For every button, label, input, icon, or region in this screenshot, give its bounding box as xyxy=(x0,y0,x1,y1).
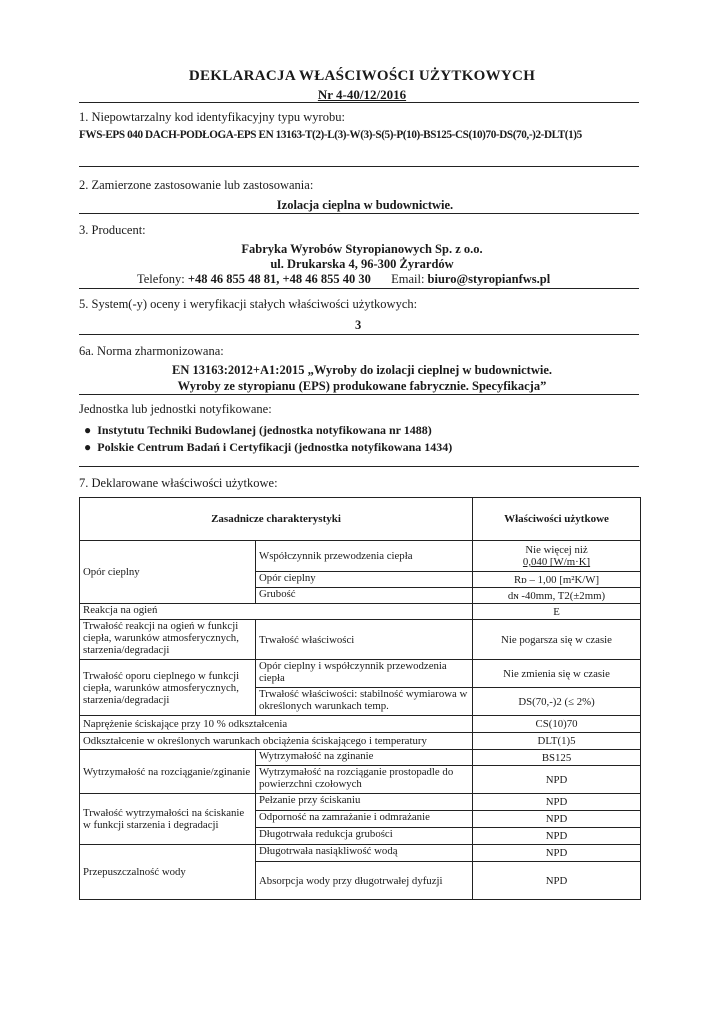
table-header-row xyxy=(80,498,641,541)
notified-body-item xyxy=(84,423,432,438)
divider xyxy=(79,166,639,167)
divider xyxy=(79,213,639,214)
performance-line: 0,040 [W/m·K] xyxy=(522,556,591,568)
divider xyxy=(79,102,639,103)
manufacturer-address: ul. Drukarska 4, 96-300 Żyrardów xyxy=(270,257,454,271)
performance-table xyxy=(79,497,641,900)
table-row xyxy=(80,750,641,766)
bullet-icon: ● xyxy=(84,440,92,454)
document-title: DEKLARACJA WŁAŚCIWOŚCI UŻYTKOWYCH xyxy=(188,68,536,84)
notified-body-name: Polskie Centrum Badań i Certyfikacji (jednostka notyfikowana 1434) xyxy=(97,440,453,454)
divider xyxy=(79,334,639,335)
document-number: Nr 4-40/12/2016 xyxy=(317,87,407,102)
characteristic-cell: Odkształcenie w określonych warunkach obciążenia ściskającego i temperatury xyxy=(80,733,473,750)
table-row xyxy=(80,604,641,620)
performance-cell: Nie pogarsza się w czasie xyxy=(473,620,641,660)
notified-bodies-label: Jednostka lub jednostki notyfikowane: xyxy=(79,402,272,416)
divider xyxy=(79,394,639,395)
characteristic-cell: Reakcja na ogień xyxy=(80,604,473,620)
group-compressive-durability: Trwałość wytrzymałości na ściskanie w funkcji starzenia i degradacji xyxy=(80,794,256,845)
group-permeability: Przepuszczalność wody xyxy=(80,845,256,900)
group-thermal-durability: Trwałość oporu cieplnego w funkcji ciepła, warunków atmosferycznych, starzenia/degradacji xyxy=(80,660,256,716)
group-tensile-strength: Wytrzymałość na rozciąganie/zginanie xyxy=(80,750,256,794)
harmonized-standard-line2: Wyroby ze styropianu (EPS) produkowane fabrycznie. Specyfikacja” xyxy=(177,379,547,393)
intended-use: Izolacja cieplna w budownictwie. xyxy=(276,198,454,212)
characteristic-cell: Wytrzymałość na zginanie xyxy=(256,750,473,766)
characteristic-cell: Opór cieplny i współczynnik przewodzenia ciepła xyxy=(256,660,473,688)
section-1-label: 1. Niepowtarzalny kod identyfikacyjny typu wyrobu: xyxy=(79,110,345,124)
characteristic-cell: Pełzanie przy ściskaniu xyxy=(256,794,473,811)
characteristic-cell: Odporność na zamrażanie i odmrażanie xyxy=(256,811,473,828)
performance-cell: dɴ -40mm, T2(±2mm) xyxy=(473,588,641,604)
phones: +48 46 855 48 81, +48 46 855 40 30 xyxy=(187,272,371,286)
characteristic-cell: Grubość xyxy=(256,588,473,604)
manufacturer-name: Fabryka Wyrobów Styropianowych Sp. z o.o. xyxy=(241,242,483,256)
table-row xyxy=(80,794,641,811)
divider xyxy=(79,288,639,289)
table-row xyxy=(80,620,641,660)
performance-cell: CS(10)70 xyxy=(473,716,641,733)
column-header-characteristics: Zasadnicze charakterystyki xyxy=(80,498,473,541)
performance-cell: Nie zmienia się w czasie xyxy=(473,660,641,688)
column-header-performance: Właściwości użytkowe xyxy=(473,498,641,541)
characteristic-cell: Trwałość właściwości xyxy=(256,620,473,660)
performance-cell: NPD xyxy=(473,794,641,811)
performance-cell: NPD xyxy=(473,828,641,845)
bullet-icon: ● xyxy=(84,423,92,437)
performance-cell: E xyxy=(473,604,641,620)
notified-body-item xyxy=(84,440,452,455)
characteristic-cell: Naprężenie ściskające przy 10 % odkształcenia xyxy=(80,716,473,733)
divider xyxy=(79,466,639,467)
performance-cell: NPD xyxy=(473,766,641,794)
group-thermal-resistance: Opór cieplny xyxy=(80,541,256,604)
section-2-label: 2. Zamierzone zastosowanie lub zastosowania: xyxy=(79,178,314,192)
performance-cell: NPD xyxy=(473,811,641,828)
characteristic-cell: Trwałość reakcji na ogień w funkcji ciepła, warunków atmosferycznych, starzenia/degradacji xyxy=(80,620,256,660)
characteristic-cell: Współczynnik przewodzenia ciepła xyxy=(256,541,473,572)
email-label: Email: xyxy=(391,272,428,286)
table-row xyxy=(80,716,641,733)
characteristic-cell: Absorpcja wody przy długotrwałej dyfuzji xyxy=(256,862,473,900)
section-6a-label: 6a. Norma zharmonizowana: xyxy=(79,344,224,358)
performance-cell xyxy=(473,541,641,572)
section-7-label: 7. Deklarowane właściwości użytkowe: xyxy=(79,476,278,490)
performance-cell: NPD xyxy=(473,845,641,862)
performance-cell: DS(70,-)2 (≤ 2%) xyxy=(473,688,641,716)
manufacturer-contacts xyxy=(137,272,550,287)
product-code: FWS-EPS 040 DACH-PODŁOGA-EPS EN 13163-T(2)-L(3)-W(3)-S(5)-P(10)-BS125-CS(10)70-DS(70,-)2-DLT(1)5 xyxy=(79,129,582,141)
performance-line: Nie więcej niż xyxy=(525,544,588,556)
section-5-label: 5. System(-y) oceny i weryfikacji stałych właściwości użytkowych: xyxy=(79,297,418,311)
phones-label: Telefony: xyxy=(137,272,188,286)
avcp-system: 3 xyxy=(355,318,362,332)
section-3-label: 3. Producent: xyxy=(79,223,146,237)
performance-cell: DLT(1)5 xyxy=(473,733,641,750)
table-row xyxy=(80,541,641,572)
table-row xyxy=(80,660,641,688)
characteristic-cell: Długotrwała nasiąkliwość wodą xyxy=(256,845,473,862)
characteristic-cell: Opór cieplny xyxy=(256,572,473,588)
characteristic-cell: Trwałość właściwości: stabilność wymiarowa w określonych warunkach temp. xyxy=(256,688,473,716)
performance-cell: BS125 xyxy=(473,750,641,766)
harmonized-standard-line1: EN 13163:2012+A1:2015 „Wyroby do izolacji cieplnej w budownictwie. xyxy=(171,363,553,377)
table-row xyxy=(80,845,641,862)
table-row xyxy=(80,733,641,750)
notified-body-name: Instytutu Techniki Budowlanej (jednostka notyfikowana nr 1488) xyxy=(97,423,432,437)
performance-cell: NPD xyxy=(473,862,641,900)
characteristic-cell: Wytrzymałość na rozciąganie prostopadle do powierzchni czołowych xyxy=(256,766,473,794)
characteristic-cell: Długotrwała redukcja grubości xyxy=(256,828,473,845)
email: biuro@styropianfws.pl xyxy=(427,272,551,286)
performance-cell: Rᴅ – 1,00 [m²K/W] xyxy=(473,572,641,588)
